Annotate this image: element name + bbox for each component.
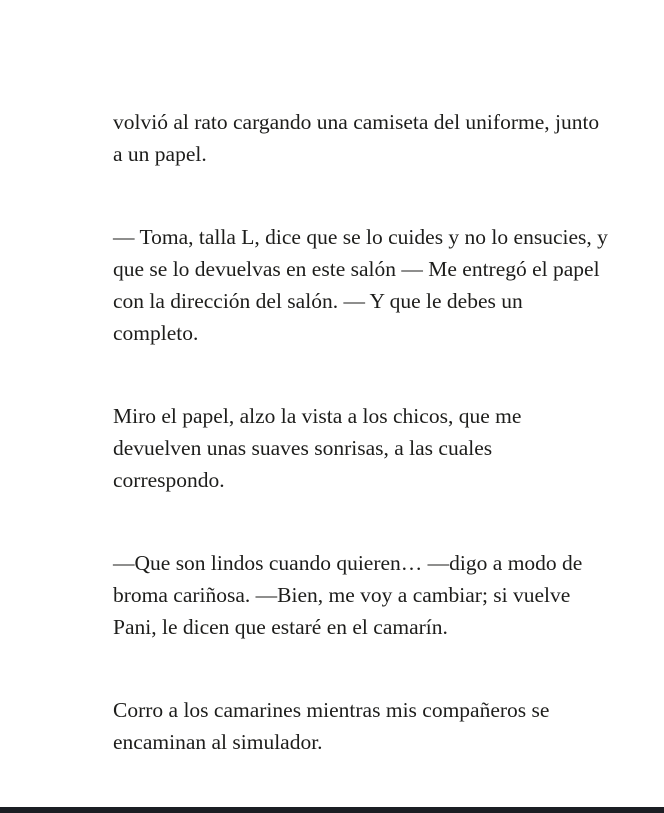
paragraph: —Que son lindos cuando quieren… —digo a modo de broma cariñosa. —Bien, me voy a cambiar; si vuelve Pani, le dicen que estaré en el camarín. [113,551,583,639]
paragraph: volvió al rato cargando una camiseta del uniforme, junto a un papel. [113,110,600,166]
page-bottom-edge-bar [0,807,664,813]
paragraph: — Toma, talla L, dice que se lo cuides y no lo ensucies, y que se lo devuelvas en este salón — Me entregó el papel con la dirección del salón. — Y que le debes un completo. [113,225,608,345]
document-text [113,106,608,809]
paragraph: Corro a los camarines mientras mis compañeros se encaminan al simulador. [113,698,550,754]
paragraph: Miro el papel, alzo la vista a los chicos, que me devuelven unas suaves sonrisas, a las cuales correspondo. [113,404,522,492]
